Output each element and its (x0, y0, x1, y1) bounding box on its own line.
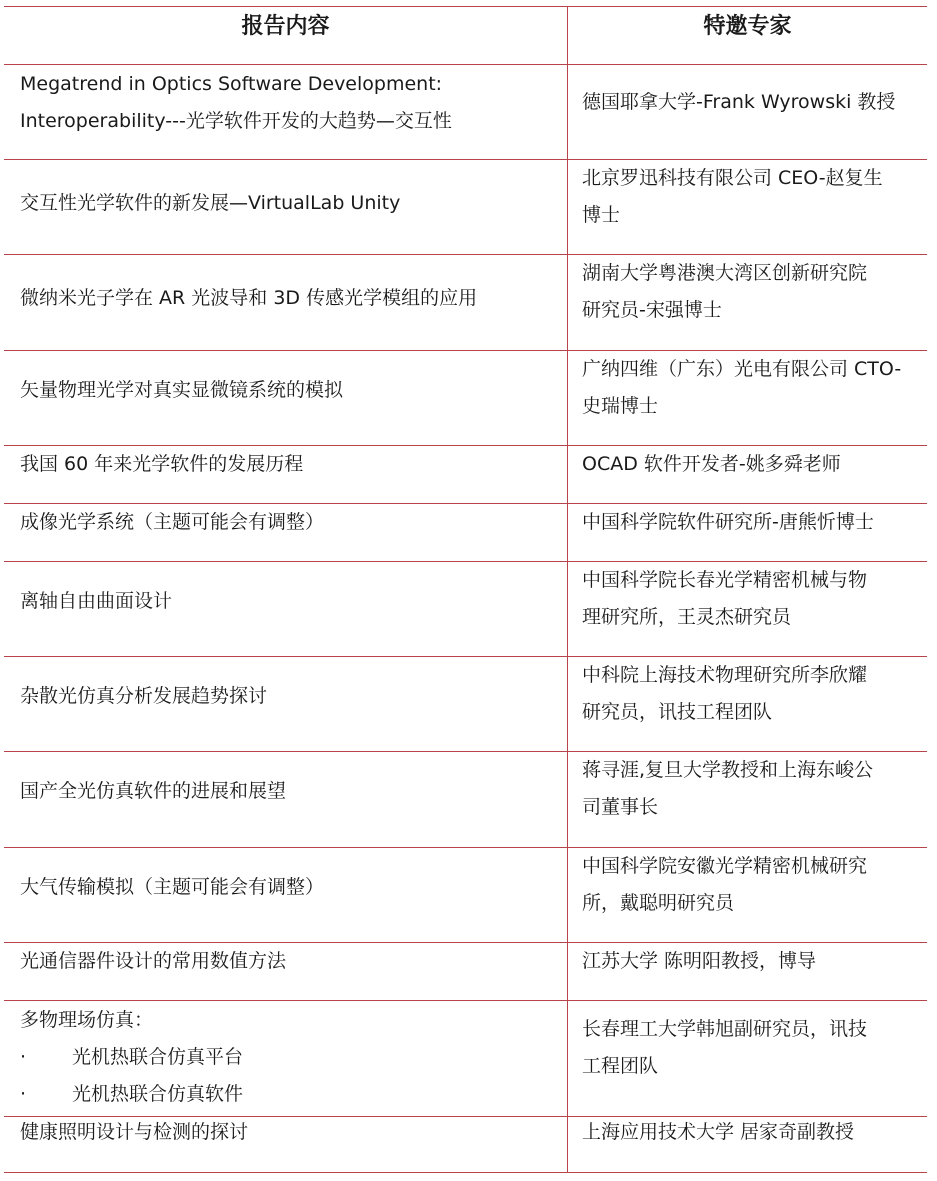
topic-text: 多物理场仿真： (20, 1009, 154, 1031)
topic-text: 国产全光仿真软件的进展和展望 (20, 779, 287, 802)
table-row-expert: 中国科学院软件研究所-唐熊忻博士 (582, 511, 874, 533)
bullet-mark: · (20, 1083, 27, 1105)
table-row-topic: 成像光学系统（主题可能会有调整） (20, 511, 325, 533)
topic-text: 微纳米光子学在 AR 光波导和 3D 传感光学模组的应用 (20, 286, 478, 309)
expert-line: 史瑞博士 (582, 395, 659, 417)
expert-line: 研究员，讯技工程团队 (582, 701, 773, 723)
table-row-topic (4, 1002, 567, 1113)
table-rule (4, 1000, 927, 1001)
table-row-topic (4, 351, 567, 429)
table-row-topic (4, 160, 567, 246)
table-row-expert: 德国耶拿大学-Frank Wyrowski 教授 (582, 91, 896, 113)
expert-line: 中国科学院安徽光学精密机械研究 (582, 855, 868, 877)
expert-line: 长春理工大学韩旭副研究员，讯技 (582, 1018, 868, 1040)
table-rule (4, 1172, 927, 1173)
topic-text: 大气传输模拟（主题可能会有调整） (20, 875, 325, 898)
table-row-expert (568, 657, 927, 731)
topic-text: 矢量物理光学对真实显微镜系统的模拟 (20, 378, 344, 401)
table-row-expert (568, 351, 927, 425)
header-expert: 特邀专家 (703, 14, 792, 39)
expert-line: 理研究所，王灵杰研究员 (582, 606, 792, 628)
expert-line: 蒋寻涯,复旦大学教授和上海东峻公 (582, 759, 874, 781)
table-row-expert (568, 562, 927, 636)
table-row-topic: 光通信器件设计的常用数值方法 (20, 950, 287, 972)
table-row-expert (568, 160, 927, 234)
expert-line: 工程团队 (582, 1055, 659, 1077)
expert-line: 所，戴聪明研究员 (582, 892, 735, 914)
table-row-expert (568, 255, 927, 329)
table-row-topic (4, 657, 567, 735)
table-row-topic (4, 66, 567, 140)
table-row-expert: 江苏大学 陈明阳教授，博导 (582, 950, 817, 972)
topic-text: 杂散光仿真分析发展趋势探讨 (20, 684, 268, 707)
table-row-topic (4, 848, 567, 926)
bullet-item (20, 1039, 567, 1076)
header-content: 报告内容 (241, 14, 330, 39)
expert-line: 研究员-宋强博士 (582, 299, 722, 321)
expert-line: 湖南大学粤港澳大湾区创新研究院 (582, 262, 868, 284)
expert-line: 北京罗迅科技有限公司 CEO-赵复生 (582, 167, 883, 189)
table-row-expert (568, 848, 927, 922)
topic-line: Interoperability---光学软件开发的大趋势—交互性 (20, 110, 452, 132)
expert-line: 博士 (582, 204, 621, 226)
table-rule (4, 6, 927, 7)
table-row-expert: 上海应用技术大学 居家奇副教授 (582, 1121, 855, 1143)
expert-schedule-table (4, 6, 927, 1173)
expert-line: 中科院上海技术物理研究所李欣耀 (582, 664, 868, 686)
table-row-topic (4, 255, 567, 341)
table-row-topic (4, 562, 567, 640)
topic-text: 离轴自由曲面设计 (20, 589, 173, 612)
bullet-mark: · (20, 1046, 27, 1068)
table-row-expert: OCAD 软件开发者-姚多舜老师 (582, 453, 841, 475)
expert-line: 中国科学院长春光学精密机械与物 (582, 569, 868, 591)
table-row-topic: 我国 60 年来光学软件的发展历程 (20, 453, 304, 475)
table-row-expert (568, 752, 927, 826)
table-row-expert (568, 1011, 927, 1085)
table-rule (4, 64, 927, 65)
topic-line: Megatrend in Optics Software Development: (20, 73, 443, 95)
expert-line: 广纳四维（广东）光电有限公司 CTO- (582, 358, 902, 380)
table-row-topic (4, 752, 567, 830)
topic-text: 交互性光学软件的新发展—VirtualLab Unity (20, 191, 401, 214)
bullet-item (20, 1076, 567, 1113)
bullet-text: 光机热联合仿真平台 (72, 1046, 244, 1068)
bullet-text: 光机热联合仿真软件 (72, 1083, 244, 1105)
expert-line: 司董事长 (582, 796, 659, 818)
table-row-topic: 健康照明设计与检测的探讨 (20, 1121, 249, 1143)
